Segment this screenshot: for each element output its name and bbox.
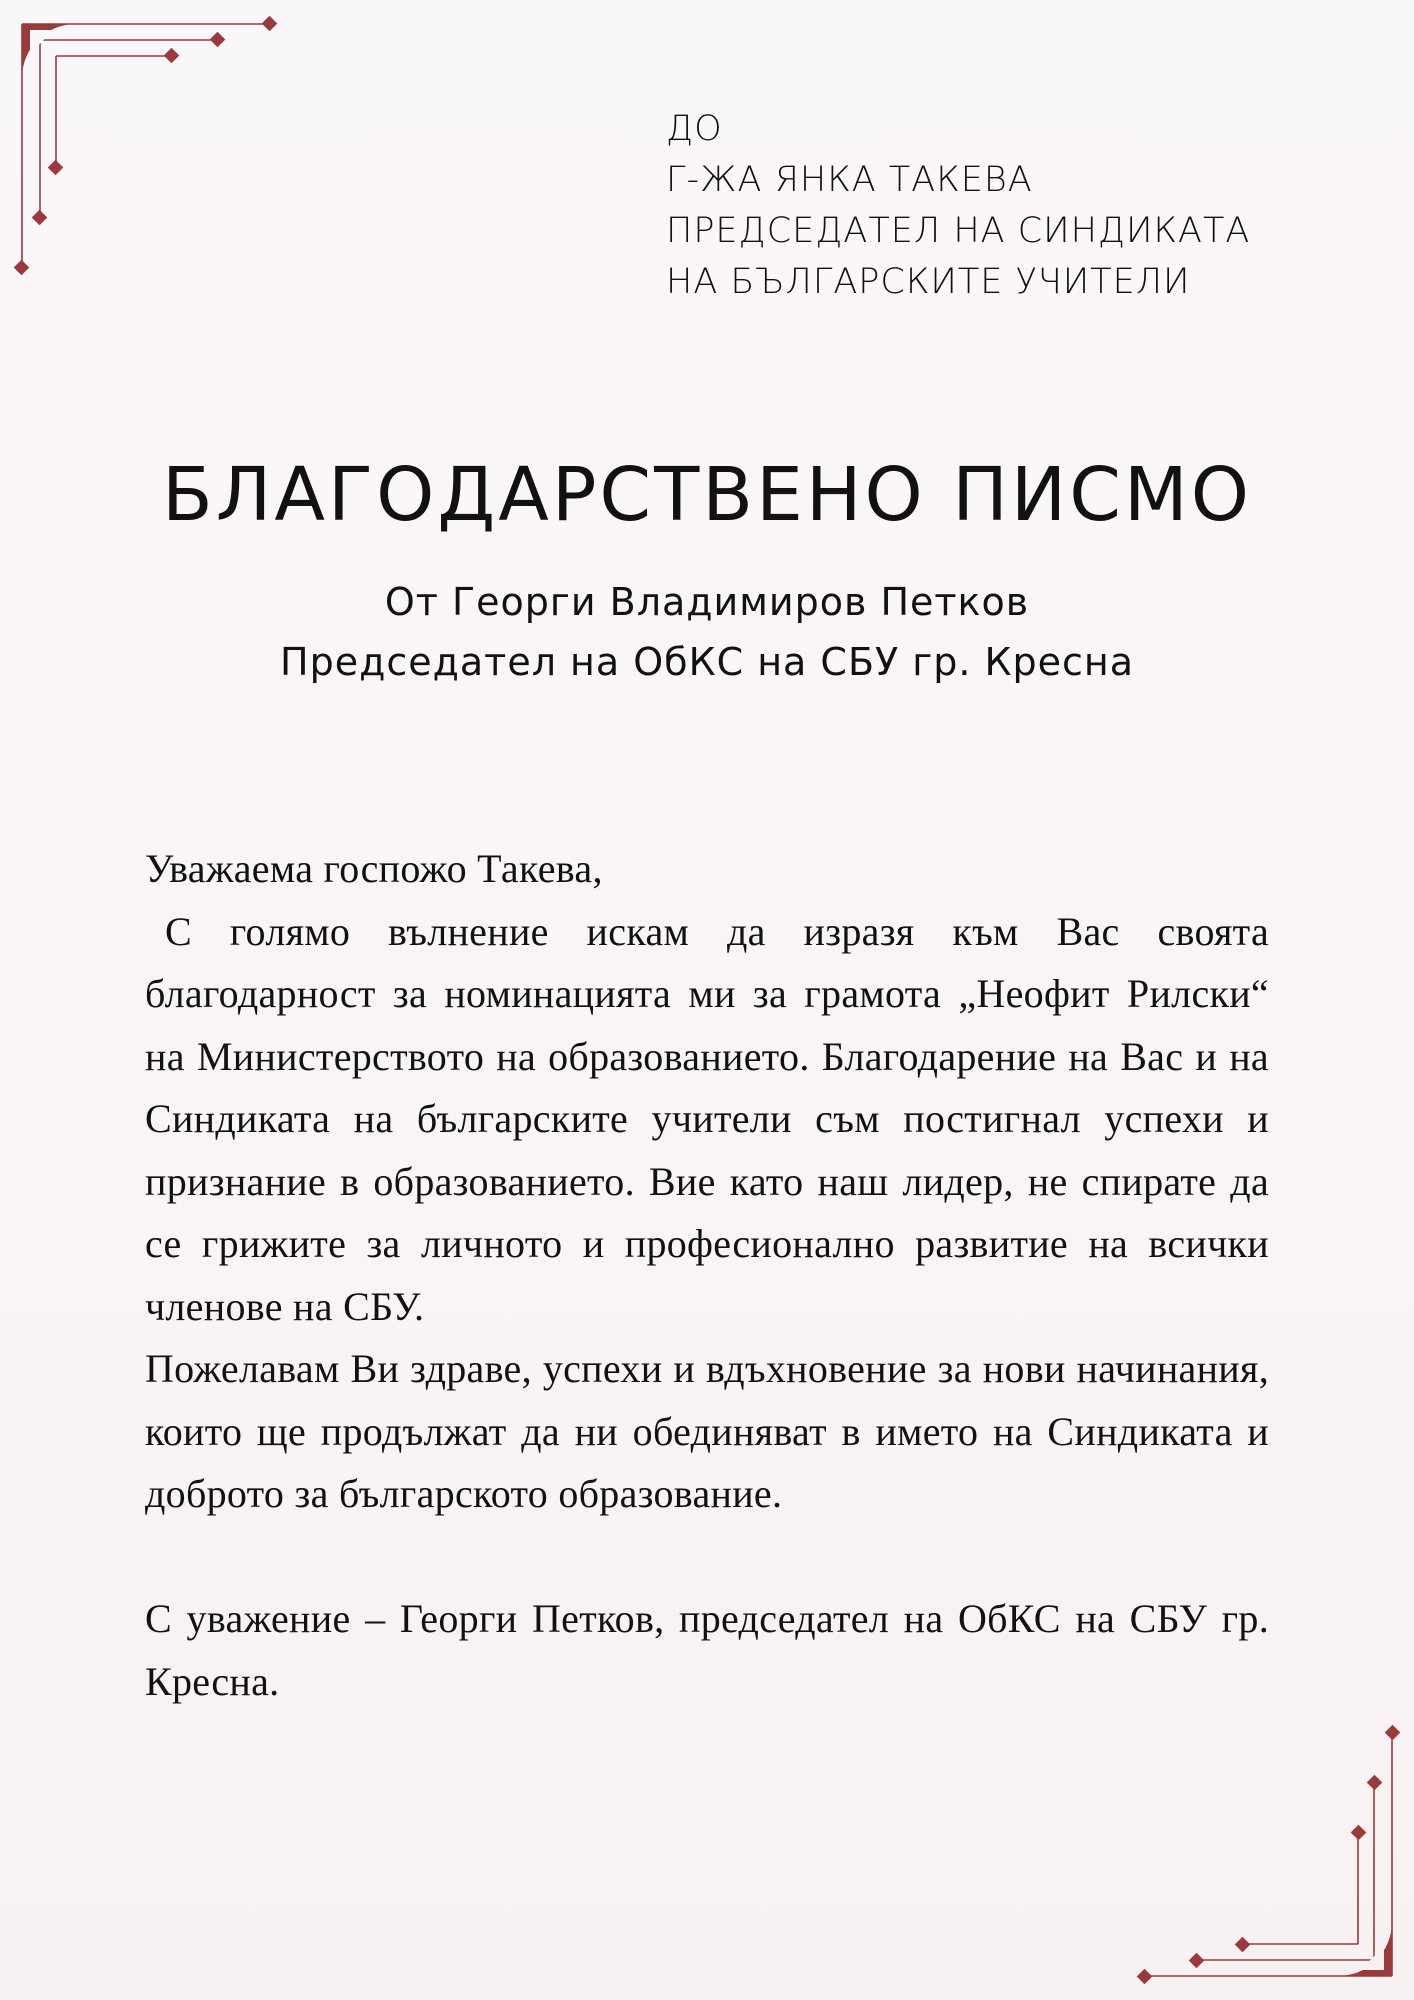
closing: С уважение – Георги Петков, председател на ОбКС на СБУ гр. Кресна.	[145, 1596, 1269, 1704]
recipient-line: ДО	[666, 109, 723, 149]
recipient-line: НА БЪЛГАРСКИТЕ УЧИТЕЛИ	[666, 262, 1191, 302]
sender-position: Председател на ОбКС на СБУ гр. Кресна	[280, 640, 1134, 684]
letter-body	[145, 838, 1269, 1713]
spacer	[145, 1526, 1269, 1589]
sender-name: От Георги Владимиров Петков	[384, 580, 1030, 624]
paragraph: Пожелавам Ви здраве, успехи и вдъхновение за нови начинания, които ще продължат да ни обединяват в името на Синдиката и доброто за българското образование.	[145, 1346, 1269, 1516]
recipient-line: ПРЕДСЕДАТЕЛ НА СИНДИКАТА	[666, 211, 1251, 251]
corner-ornament-bottom-right-icon	[1124, 1710, 1414, 2000]
recipient-line: Г-ЖА ЯНКА ТАКЕВА	[666, 160, 1033, 200]
letter-title: БЛАГОДАРСТВЕНО ПИСМО	[161, 452, 1253, 538]
corner-ornament-top-left-icon	[0, 0, 290, 290]
recipient-block	[666, 104, 1250, 308]
paragraph: С голямо вълнение искам да изразя към Вас своята благодарност за номинацията ми за грамота „Неофит Рилски“ на Министерството на образованието. Благодарение на Вас и на Синдиката на българските учители съм постигнал успехи и признание в образованието. Вие като наш лидер, не спирате да се грижите за личното и професионално развитие на всички членове на СБУ.	[145, 908, 1269, 1329]
letter-subtitle	[0, 572, 1414, 692]
greeting: Уважаема госпожо Такева,	[145, 846, 603, 891]
